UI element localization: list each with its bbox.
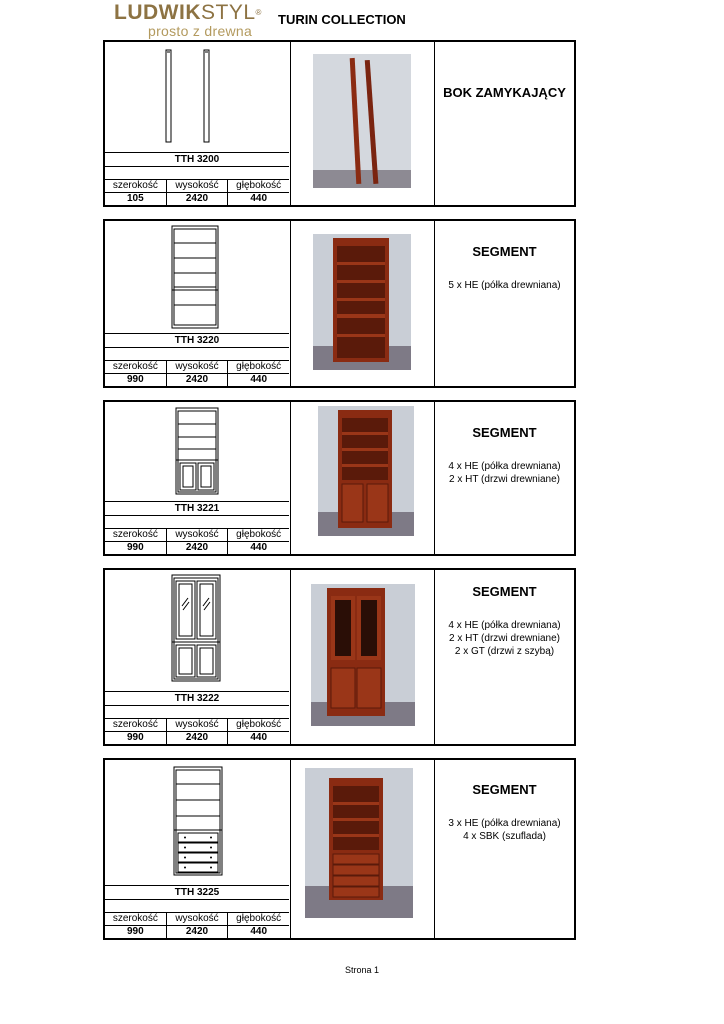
bookcase-doors-drawing — [175, 407, 219, 495]
dim-label-width: szerokość — [105, 361, 167, 373]
product-code: TTH 3222 — [105, 691, 289, 706]
dim-depth: 440 — [250, 542, 268, 553]
product-block — [103, 219, 576, 388]
product-block — [103, 40, 576, 207]
product-block — [103, 758, 576, 940]
photo-cell — [291, 42, 435, 205]
dim-label-width: szerokość — [105, 529, 167, 541]
dims-header — [105, 361, 289, 374]
dim-height: 2420 — [167, 732, 229, 744]
product-block — [103, 400, 576, 556]
product-title: SEGMENT — [472, 425, 537, 440]
dim-width: 990 — [105, 926, 167, 938]
photo-cell — [291, 402, 435, 554]
spec-line: 4 x SBK (szuflada) — [463, 831, 546, 842]
dims-values — [105, 193, 289, 205]
product-code: TTH 3225 — [105, 885, 289, 900]
product-photo — [311, 584, 415, 726]
dim-width: 990 — [105, 732, 167, 744]
dims-header — [105, 719, 289, 732]
side-panel-drawing — [160, 48, 220, 144]
product-title: SEGMENT — [472, 584, 537, 599]
photo-cell — [291, 570, 435, 744]
dim-label-width: szerokość — [105, 180, 167, 192]
dims-values — [105, 374, 289, 386]
dims-header — [105, 913, 289, 926]
dim-height: 2420 — [167, 542, 229, 554]
logo-brand-light: STYL — [200, 1, 256, 24]
dim-width: 105 — [105, 193, 167, 205]
drawing-cell — [105, 402, 291, 554]
description-cell — [435, 221, 574, 386]
description-cell — [435, 402, 574, 554]
logo-brand-bold: LUDWIK — [114, 1, 201, 24]
dims-header — [105, 529, 289, 542]
description-cell — [435, 570, 574, 744]
spec-line: 4 x HE (półka drewniana) — [448, 461, 561, 472]
product-title: SEGMENT — [472, 782, 537, 797]
spec-line: 4 x HE (półka drewniana) — [448, 620, 561, 631]
product-code: TTH 3220 — [105, 333, 289, 348]
spec-line: 3 x HE (półka drewniana) — [448, 818, 561, 829]
logo-tagline: prosto z drewna — [148, 23, 253, 39]
product-code: TTH 3200 — [105, 152, 289, 167]
spec-line: 2 x HT (drzwi drewniane) — [449, 633, 560, 644]
dim-depth: 440 — [250, 926, 268, 937]
spec-line: 5 x HE (półka drewniana) — [448, 280, 561, 291]
dim-width: 990 — [105, 374, 167, 386]
page-number: Strona 1 — [344, 965, 380, 975]
description-cell — [435, 42, 574, 205]
description-cell — [435, 760, 574, 938]
dim-label-width: szerokość — [105, 719, 167, 731]
dim-height: 2420 — [167, 926, 229, 938]
dim-width: 990 — [105, 542, 167, 554]
dims-values — [105, 926, 289, 938]
dim-depth: 440 — [250, 732, 268, 743]
spec-line: 2 x HT (drzwi drewniane) — [449, 474, 560, 485]
dim-label-height: wysokość — [167, 913, 229, 925]
bookcase-drawers-drawing — [173, 766, 223, 876]
logo-reg-mark: ® — [255, 8, 262, 17]
drawing-cell — [105, 760, 291, 938]
drawing-cell — [105, 42, 291, 205]
product-title: SEGMENT — [472, 244, 537, 259]
dims-header — [105, 180, 289, 193]
dim-depth: 440 — [250, 193, 268, 204]
dim-label-height: wysokość — [167, 361, 229, 373]
dim-label-depth: głębokość — [236, 719, 282, 730]
dim-label-height: wysokość — [167, 180, 229, 192]
brand-logo — [114, 2, 264, 38]
photo-cell — [291, 760, 435, 938]
product-photo — [318, 406, 414, 536]
product-title: BOK ZAMYKAJĄCY — [443, 85, 566, 100]
bookcase-glass-doors-drawing — [171, 574, 221, 682]
product-photo — [313, 234, 411, 370]
dim-label-depth: głębokość — [236, 180, 282, 191]
collection-title: TURIN COLLECTION — [278, 12, 406, 27]
dim-label-height: wysokość — [167, 529, 229, 541]
product-photo — [313, 54, 411, 188]
drawing-cell — [105, 221, 291, 386]
product-photo — [305, 768, 413, 918]
dim-label-height: wysokość — [167, 719, 229, 731]
spec-line: 2 x GT (drzwi z szybą) — [454, 646, 555, 657]
drawing-cell — [105, 570, 291, 744]
dim-height: 2420 — [167, 374, 229, 386]
bookcase-drawing — [171, 225, 219, 329]
dim-label-width: szerokość — [105, 913, 167, 925]
photo-cell — [291, 221, 435, 386]
dim-label-depth: głębokość — [236, 361, 282, 372]
dim-depth: 440 — [250, 374, 268, 385]
product-block — [103, 568, 576, 746]
dim-height: 2420 — [167, 193, 229, 205]
dim-label-depth: głębokość — [236, 529, 282, 540]
dim-label-depth: głębokość — [236, 913, 282, 924]
product-code: TTH 3221 — [105, 501, 289, 516]
dims-values — [105, 542, 289, 554]
dims-values — [105, 732, 289, 744]
